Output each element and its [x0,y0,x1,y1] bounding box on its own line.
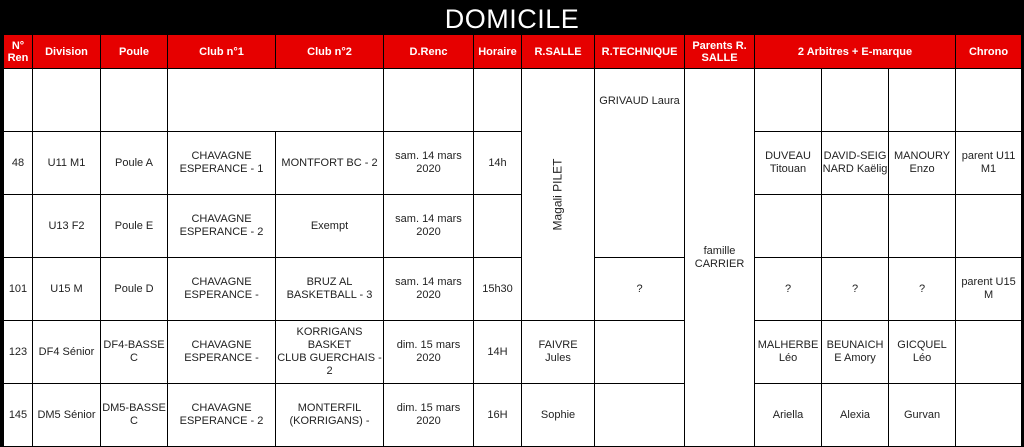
cell-club1: CHAVAGNE ESPERANCE - [168,321,276,384]
cell-club1: CHAVAGNE ESPERANCE - 2 [168,384,276,447]
cell-chrono [956,195,1022,258]
cell-club1: CHAVAGNE ESPERANCE - 2 [168,195,276,258]
table-row [4,195,1022,258]
parents-merged-cell [685,69,755,447]
header-club2: Club n°2 [276,35,384,69]
cell-rtech [595,384,685,447]
parents-name: famille CARRIER [694,244,745,270]
cell-date: dim. 15 mars 2020 [384,384,474,447]
cell [822,69,889,132]
cell-club2: MONTERFIL (KORRIGANS) - [276,384,384,447]
cell-poule: Poule A [101,132,168,195]
page-title: DOMICILE [444,4,580,34]
cell-poule: DF4-BASSE C [101,321,168,384]
header-row [4,35,1022,69]
header-arbitres: 2 Arbitres + E-marque [755,35,956,69]
table-row [4,384,1022,447]
table-row [4,258,1022,321]
cell-num [4,195,33,258]
table-row [4,321,1022,384]
rtech-merged-cell [595,69,685,258]
cell-rtech: ? [595,258,685,321]
header-parents: Parents R. SALLE [685,35,755,69]
cell [889,69,956,132]
cell-chrono: parent U11 M1 [956,132,1022,195]
cell-num: 101 [4,258,33,321]
header-rsalle: R.SALLE [522,35,595,69]
cell-club2: MONTFORT BC - 2 [276,132,384,195]
header-rtech: R.TECHNIQUE [595,35,685,69]
cell [474,69,522,132]
header-drenc: D.Renc [384,35,474,69]
cell-arbitre-1: Ariella [755,384,822,447]
cell [755,69,822,132]
cell-horaire: 14h [474,132,522,195]
cell-horaire: 14H [474,321,522,384]
cell-chrono [956,321,1022,384]
cell-arbitre-2: Alexia [822,384,889,447]
cell-num: 48 [4,132,33,195]
cell [956,69,1022,132]
cell-date: sam. 14 mars 2020 [384,195,474,258]
cell-chrono: parent U15 M [956,258,1022,321]
cell-num: 145 [4,384,33,447]
cell-poule: DM5-BASSE C [101,384,168,447]
cell-poule: Poule D [101,258,168,321]
cell-division: U11 M1 [33,132,101,195]
table-row [4,132,1022,195]
cell-rtech [595,321,685,384]
cell-rsalle: FAIVRE Jules [522,321,595,384]
cell-club2: Exempt [276,195,384,258]
rsalle-merged-cell [522,69,595,321]
cell-horaire [474,195,522,258]
cell-division: U13 F2 [33,195,101,258]
cell-arbitre-2: ? [822,258,889,321]
cell-arbitre-3: ? [889,258,956,321]
cell-arbitre-1: DUVEAU Titouan [755,132,822,195]
schedule-table [3,34,1022,447]
header-division: Division [33,35,101,69]
cell-poule: Poule E [101,195,168,258]
cell-division: DF4 Sénior [33,321,101,384]
cell [101,69,168,132]
cell-date: dim. 15 mars 2020 [384,321,474,384]
header-num: N° Ren [4,35,33,69]
cell-club1: CHAVAGNE ESPERANCE - 1 [168,132,276,195]
cell-chrono [956,384,1022,447]
cell-horaire: 16H [474,384,522,447]
cell-club1: CHAVAGNE ESPERANCE - [168,258,276,321]
cell [168,69,384,132]
cell-num: 123 [4,321,33,384]
cell-club2: BRUZ AL BASKETBALL - 3 [276,258,384,321]
header-club1: Club n°1 [168,35,276,69]
cell [33,69,101,132]
cell-arbitre-1: ? [755,258,822,321]
cell [384,69,474,132]
cell-date: sam. 14 mars 2020 [384,132,474,195]
cell-date: sam. 14 mars 2020 [384,258,474,321]
cell-arbitre-3: MANOURY Enzo [889,132,956,195]
cell-arbitre-2 [822,195,889,258]
rsalle-name: Magali PILET [550,157,565,231]
header-poule: Poule [101,35,168,69]
rtech-name: GRIVAUD Laura [599,95,680,107]
cell-arbitre-3: GICQUEL Léo [889,321,956,384]
cell-arbitre-1 [755,195,822,258]
cell-division: U15 M [33,258,101,321]
cell-arbitre-1: MALHERBE Léo [755,321,822,384]
cell-rsalle: Sophie [522,384,595,447]
cell-arbitre-3: Gurvan [889,384,956,447]
cell-horaire: 15h30 [474,258,522,321]
header-horaire: Horaire [474,35,522,69]
table-row-empty [4,69,1022,132]
cell-arbitre-2: BEUNAICH E Amory [822,321,889,384]
cell-arbitre-3 [889,195,956,258]
cell-division: DM5 Sénior [33,384,101,447]
header-chrono: Chrono [956,35,1022,69]
cell [4,69,33,132]
cell-arbitre-2: DAVID-SEIG NARD Kaëlig [822,132,889,195]
cell-club2: KORRIGANS BASKET CLUB GUERCHAIS - 2 [276,321,384,384]
